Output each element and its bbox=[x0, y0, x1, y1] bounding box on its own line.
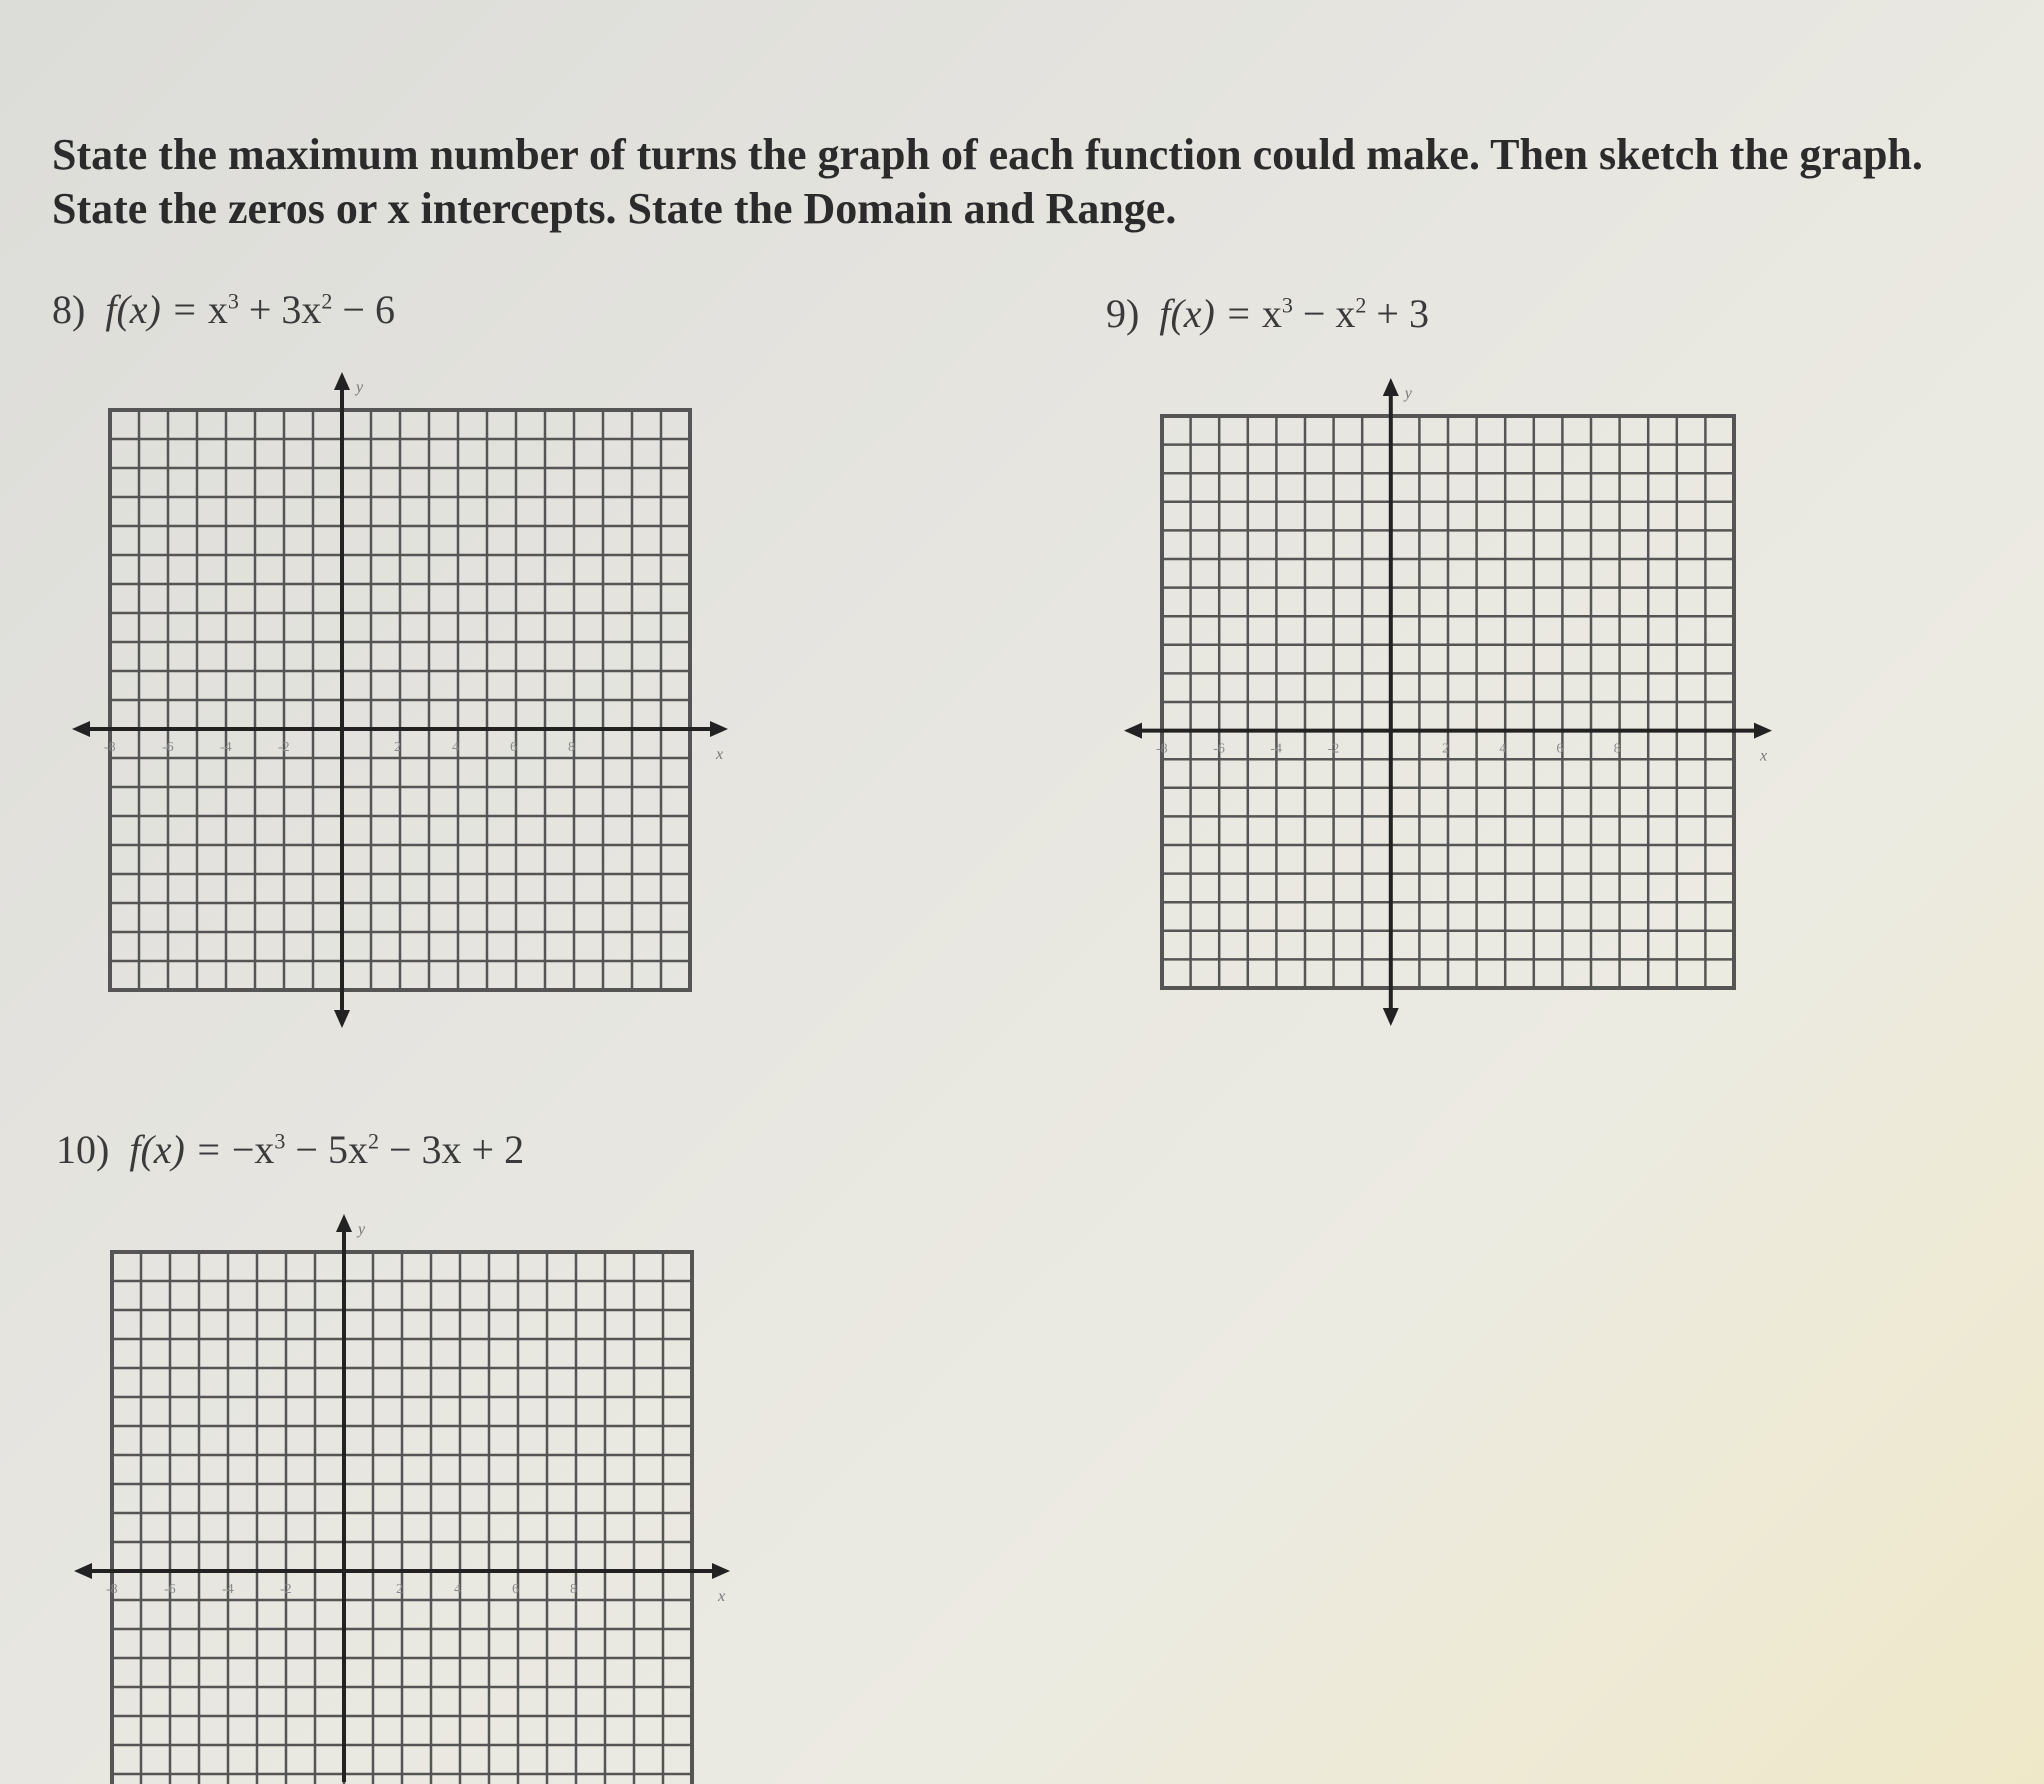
y-axis-arrow-up bbox=[334, 372, 350, 390]
exponent: 2 bbox=[367, 1128, 379, 1154]
x-tick-label: 2 bbox=[1442, 741, 1449, 757]
x-axis-arrow-right bbox=[710, 721, 728, 737]
x-tick-label: -8 bbox=[106, 1582, 118, 1597]
term-base: −x bbox=[231, 1127, 275, 1172]
exponent: 3 bbox=[274, 1128, 286, 1154]
function-lhs: f(x) = bbox=[105, 287, 208, 332]
function-lhs: f(x) = bbox=[1159, 291, 1262, 336]
y-axis-label: y bbox=[1404, 385, 1412, 402]
x-tick-label: 8 bbox=[568, 740, 575, 755]
grid-svg bbox=[72, 1212, 732, 1784]
coordinate-grid-10[interactable] bbox=[72, 1212, 732, 1784]
x-axis-arrow-left bbox=[74, 1563, 92, 1579]
x-axis-label: x bbox=[718, 1588, 726, 1605]
problem-10-label bbox=[56, 1126, 524, 1173]
x-tick-label: -4 bbox=[220, 740, 232, 755]
x-tick-label: -2 bbox=[280, 1582, 292, 1597]
exponent: 3 bbox=[1281, 292, 1293, 318]
x-tick-label: -6 bbox=[162, 740, 174, 755]
coordinate-grid-9[interactable] bbox=[1122, 376, 1774, 1056]
problem-number: 8) bbox=[52, 287, 86, 332]
instructions-text: State the maximum number of turns the graph of each function could make. Then sketch the graph. State the zeros or x intercepts. State the Domain and Range. bbox=[52, 130, 1923, 233]
y-axis-label: y bbox=[356, 379, 364, 396]
problem-9-label bbox=[1106, 290, 1429, 337]
x-tick-label: 4 bbox=[454, 1582, 461, 1597]
x-tick-label: 6 bbox=[512, 1582, 519, 1597]
x-tick-label: -8 bbox=[1156, 741, 1168, 757]
exponent: 3 bbox=[227, 288, 239, 314]
term-tail: + 3 bbox=[1366, 291, 1429, 336]
exponent: 2 bbox=[1355, 292, 1367, 318]
term-base: + 3x bbox=[238, 287, 322, 332]
x-axis-arrow-left bbox=[1124, 723, 1142, 739]
term-tail: − 6 bbox=[332, 287, 395, 332]
exponent: 2 bbox=[321, 288, 333, 314]
x-tick-label: -2 bbox=[1327, 741, 1340, 757]
term-base: x bbox=[1261, 291, 1282, 336]
term-base: x bbox=[207, 287, 228, 332]
problem-number: 10) bbox=[56, 1127, 110, 1172]
x-axis-label: x bbox=[716, 746, 724, 763]
coordinate-grid-8[interactable] bbox=[70, 370, 730, 1050]
x-tick-label: -2 bbox=[278, 740, 290, 755]
y-axis-arrow-up bbox=[1383, 378, 1399, 396]
x-axis-arrow-right bbox=[712, 1563, 730, 1579]
x-axis-arrow-right bbox=[1754, 723, 1772, 739]
y-axis-label: y bbox=[358, 1221, 366, 1238]
x-tick-label: 6 bbox=[1556, 741, 1564, 757]
grid-svg bbox=[70, 370, 730, 1050]
x-tick-label: 4 bbox=[452, 740, 459, 755]
y-axis-arrow-up bbox=[336, 1214, 352, 1232]
x-tick-label: 2 bbox=[396, 1582, 403, 1597]
problem-number: 9) bbox=[1106, 291, 1140, 336]
x-tick-label: -6 bbox=[1213, 741, 1225, 757]
x-tick-label: -8 bbox=[104, 740, 116, 755]
x-axis-label: x bbox=[1760, 747, 1768, 765]
x-tick-label: -6 bbox=[164, 1582, 176, 1597]
problem-8-label bbox=[52, 286, 395, 333]
x-tick-label: 6 bbox=[510, 740, 517, 755]
x-tick-label: -4 bbox=[222, 1582, 234, 1597]
y-axis-arrow-down bbox=[1383, 1008, 1399, 1026]
x-axis-arrow-left bbox=[72, 721, 90, 737]
x-tick-label: 2 bbox=[394, 740, 401, 755]
x-tick-label: 4 bbox=[1499, 741, 1507, 757]
term-base: − x bbox=[1292, 291, 1356, 336]
term-base: − 5x bbox=[285, 1127, 368, 1172]
x-tick-label: 8 bbox=[1613, 741, 1621, 757]
function-lhs: f(x) = bbox=[129, 1127, 232, 1172]
x-tick-label: 8 bbox=[570, 1582, 577, 1597]
grid-svg bbox=[1122, 376, 1774, 1056]
y-axis-arrow-down bbox=[334, 1010, 350, 1028]
x-tick-label: -4 bbox=[1270, 741, 1283, 757]
term-tail: − 3x + 2 bbox=[378, 1127, 525, 1172]
